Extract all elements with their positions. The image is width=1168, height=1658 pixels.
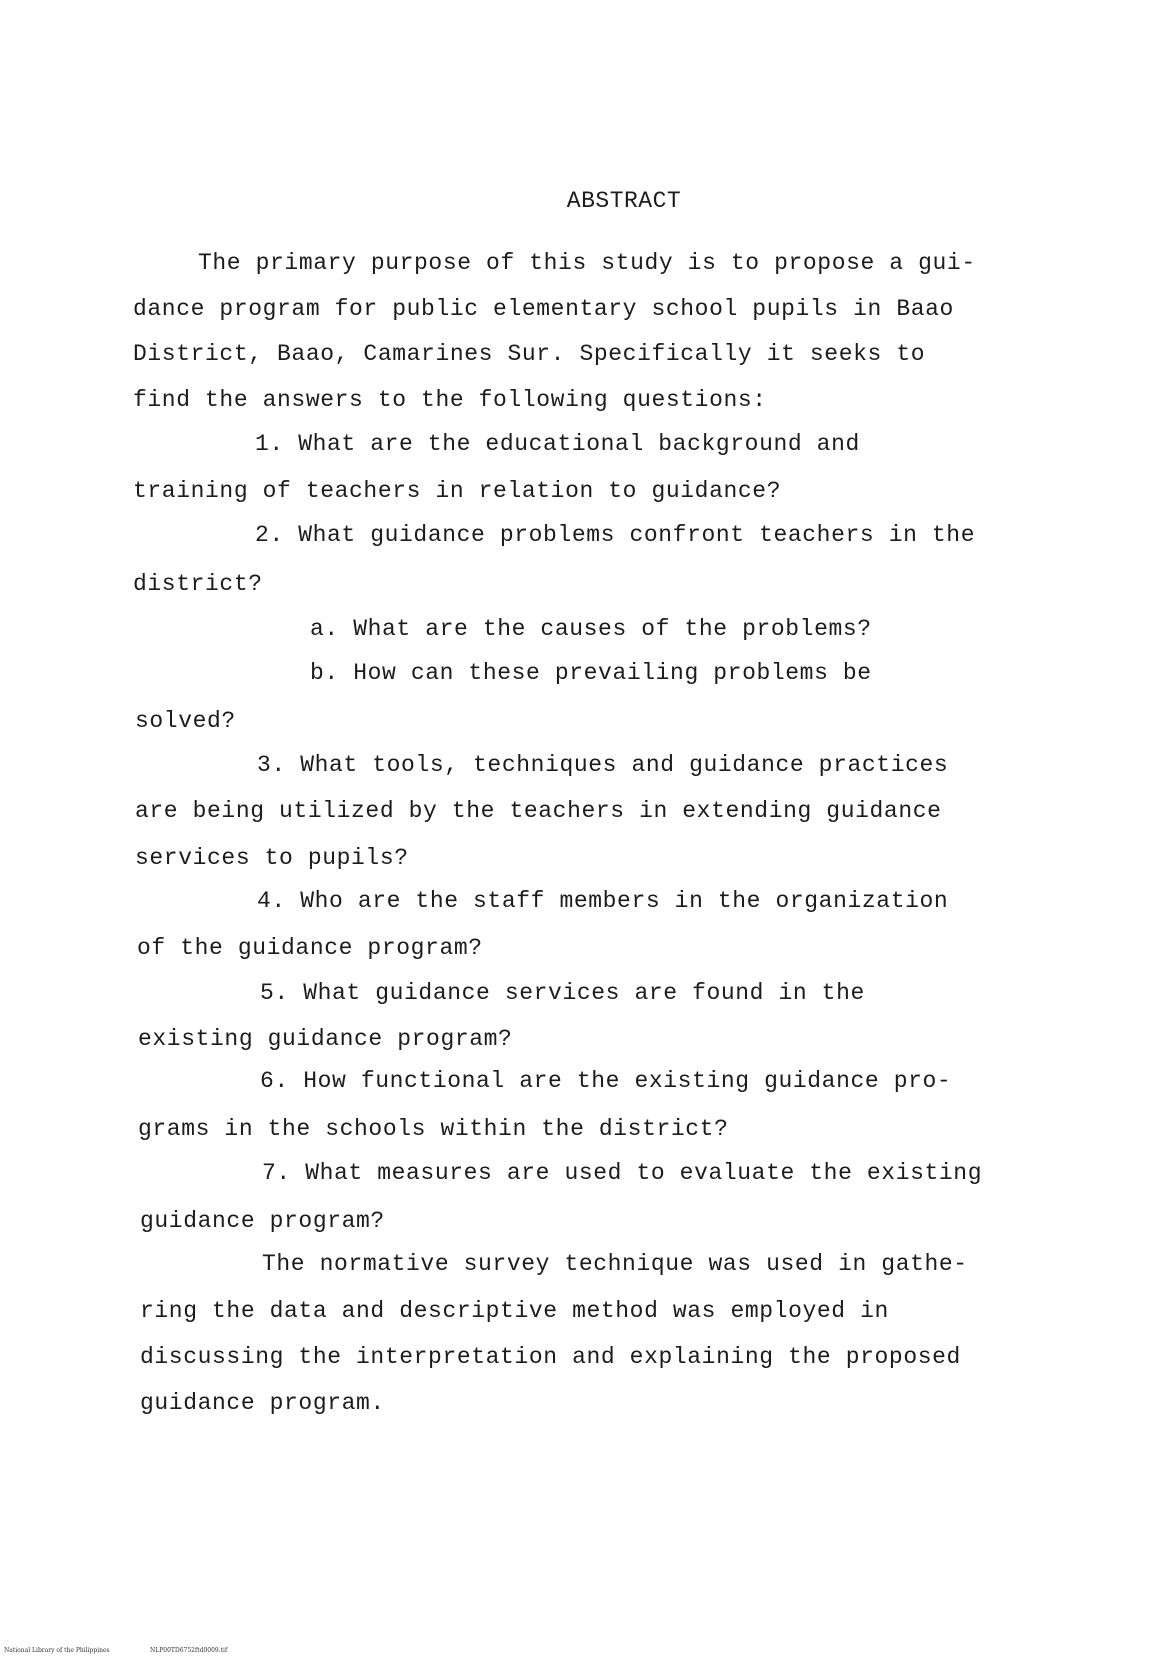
text-line: of the guidance program? — [137, 935, 483, 961]
text-line: find the answers to the following questions: — [133, 387, 767, 413]
text-line: solved? — [135, 708, 236, 734]
text-line: 5. What guidance services are found in the — [260, 980, 865, 1006]
text-line: District, Baao, Camarines Sur. Specifically it seeks to — [133, 341, 926, 367]
text-line: The normative survey technique was used in gathe- — [262, 1251, 968, 1277]
text-line: district? — [133, 571, 263, 597]
text-line: ring the data and descriptive method was employed in — [140, 1298, 889, 1324]
text-line: existing guidance program? — [138, 1026, 513, 1052]
text-line: 1. What are the educational background and — [255, 431, 860, 457]
text-line: grams in the schools within the district? — [138, 1116, 729, 1142]
text-line: training of teachers in relation to guidance? — [133, 478, 782, 504]
text-line: b. How can these prevailing problems be — [310, 660, 872, 686]
text-line: dance program for public elementary school pupils in Baao — [133, 296, 954, 322]
text-line: discussing the interpretation and explaining the proposed — [140, 1344, 961, 1370]
text-line: The primary purpose of this study is to propose a gui- — [198, 250, 976, 276]
text-line: guidance program. — [140, 1390, 385, 1416]
text-line: 2. What guidance problems confront teachers in the — [255, 522, 976, 548]
text-line: 7. What measures are used to evaluate the existing — [262, 1160, 983, 1186]
text-line: 4. Who are the staff members in the organization — [257, 888, 949, 914]
text-line: guidance program? — [140, 1208, 385, 1234]
footer-library: National Library of the Philippines — [4, 1647, 110, 1654]
text-line: 6. How functional are the existing guidance pro- — [260, 1068, 952, 1094]
text-line: services to pupils? — [135, 845, 409, 871]
text-line: 3. What tools, techniques and guidance practices — [257, 752, 949, 778]
text-line: are being utilized by the teachers in extending guidance — [135, 798, 942, 824]
page-title: ABSTRACT — [566, 188, 682, 214]
text-line: a. What are the causes of the problems? — [310, 616, 872, 642]
footer-filename: NLP00TD6752ftd0009.tif — [150, 1647, 228, 1654]
